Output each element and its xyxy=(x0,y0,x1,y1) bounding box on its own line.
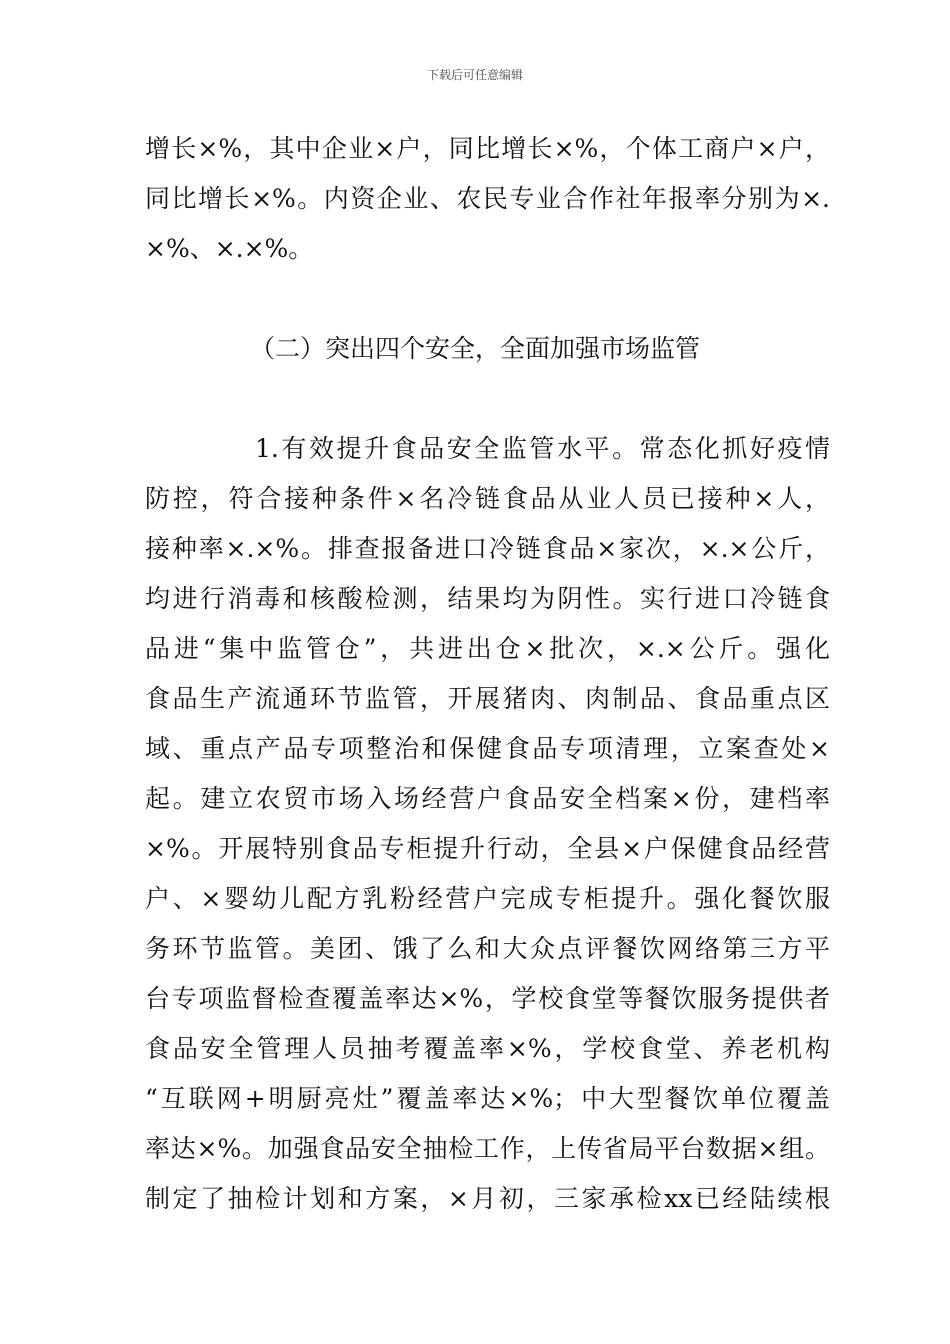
section-heading: （二）突出四个安全，全面加强市场监管 xyxy=(249,334,700,363)
text-line: ×%、×.×%。 xyxy=(145,234,314,263)
text-line: 制定了抽检计划和方案，×月初，三家承检xx已经陆续根 xyxy=(145,1184,830,1213)
text-line: 1.有效提升食品安全监管水平。常态化抓好疫情 xyxy=(255,434,830,463)
text-line: 接种率×.×%。排查报备进口冷链食品×家次，×.×公斤， xyxy=(145,534,830,563)
text-line: 同比增长×%。内资企业、农民专业合作社年报率分别为×. xyxy=(145,184,830,213)
text-line: 防控，符合接种条件×名冷链食品从业人员已接种×人， xyxy=(145,484,830,513)
intro-paragraph xyxy=(145,124,830,274)
text-line: 增长×%，其中企业×户，同比增长×%，个体工商户×户， xyxy=(145,134,830,163)
text-line: 率达×%。加强食品安全抽检工作，上传省局平台数据×组。 xyxy=(145,1134,830,1163)
text-line: 户、×婴幼儿配方乳粉经营户完成专柜提升。强化餐饮服 xyxy=(145,884,830,913)
text-line: 起。建立农贸市场入场经营户食品安全档案×份，建档率 xyxy=(145,784,830,813)
text-line: 域、重点产品专项整治和保健食品专项清理，立案查处× xyxy=(145,734,830,763)
text-line: 台专项监督检查覆盖率达×%，学校食堂等餐饮服务提供者 xyxy=(145,984,830,1013)
text-line: 食品安全管理人员抽考覆盖率×%，学校食堂、养老机构 xyxy=(145,1034,830,1063)
text-line: ×%。开展特别食品专柜提升行动，全县×户保健食品经营 xyxy=(145,834,830,863)
text-line: 食品生产流通环节监管，开展猪肉、肉制品、食品重点区 xyxy=(145,684,830,713)
text-line: “互联网+明厨亮灶”覆盖率达×%；中大型餐饮单位覆盖 xyxy=(145,1084,830,1113)
page-header: 下载后可任意编辑 xyxy=(426,68,523,82)
main-paragraph xyxy=(145,424,830,1224)
text-line: 务环节监管。美团、饿了么和大众点评餐饮网络第三方平 xyxy=(145,934,830,963)
text-line: 品进“集中监管仓”，共进出仓×批次，×.×公斤。强化 xyxy=(145,634,830,663)
text-line: 均进行消毒和核酸检测，结果均为阴性。实行进口冷链食 xyxy=(145,584,830,613)
